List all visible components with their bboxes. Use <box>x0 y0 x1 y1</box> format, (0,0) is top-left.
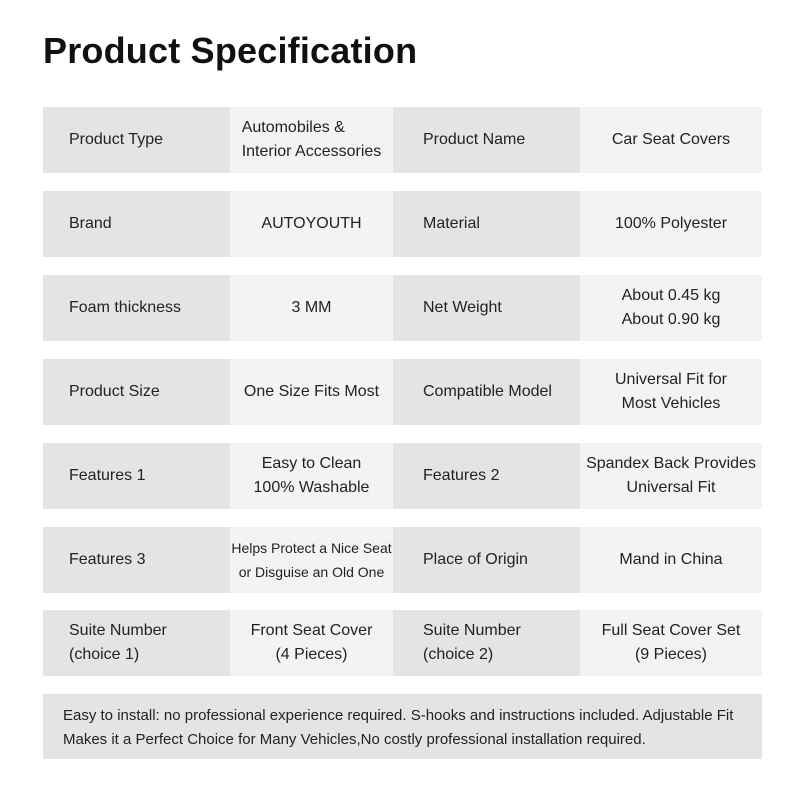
spec-label: Suite Number (choice 2) <box>393 610 580 676</box>
spec-label: Place of Origin <box>393 527 580 593</box>
spec-row-suite-number <box>43 610 762 676</box>
spec-label: Brand <box>43 191 230 257</box>
spec-label: Features 3 <box>43 527 230 593</box>
spec-label: Compatible Model <box>393 359 580 425</box>
spec-label: Net Weight <box>393 275 580 341</box>
spec-label: Product Size <box>43 359 230 425</box>
spec-value: AUTOYOUTH <box>230 191 393 257</box>
spec-value: Helps Protect a Nice Seat or Disguise an Old One <box>230 527 393 593</box>
spec-row-product-size <box>43 359 762 425</box>
spec-label: Product Type <box>43 107 230 173</box>
spec-value: Mand in China <box>580 527 762 593</box>
spec-value: Car Seat Covers <box>580 107 762 173</box>
spec-row-foam-thickness <box>43 275 762 341</box>
spec-value: 100% Polyester <box>580 191 762 257</box>
spec-row-product-type <box>43 107 762 173</box>
spec-label: Features 2 <box>393 443 580 509</box>
page-title: Product Specification <box>43 30 418 71</box>
spec-label: Material <box>393 191 580 257</box>
installation-note: Easy to install: no professional experience required. S-hooks and instructions included. Adjustable Fit Makes it a Perfect Choice for Many Vehicles,No costly professional installation required. <box>43 694 762 759</box>
spec-value: One Size Fits Most <box>230 359 393 425</box>
spec-label: Product Name <box>393 107 580 173</box>
spec-label: Suite Number (choice 1) <box>43 610 230 676</box>
spec-value: 3 MM <box>230 275 393 341</box>
spec-value: Universal Fit for Most Vehicles <box>580 359 762 425</box>
spec-row-features-1 <box>43 443 762 509</box>
spec-value: Easy to Clean 100% Washable <box>230 443 393 509</box>
spec-value: Front Seat Cover (4 Pieces) <box>230 610 393 676</box>
spec-label: Foam thickness <box>43 275 230 341</box>
spec-label: Features 1 <box>43 443 230 509</box>
spec-value: Full Seat Cover Set (9 Pieces) <box>580 610 762 676</box>
spec-row-features-3 <box>43 527 762 593</box>
spec-value: About 0.45 kg About 0.90 kg <box>580 275 762 341</box>
spec-row-brand <box>43 191 762 257</box>
spec-value: Spandex Back Provides Universal Fit <box>580 443 762 509</box>
spec-value: Automobiles & Interior Accessories <box>230 107 393 173</box>
